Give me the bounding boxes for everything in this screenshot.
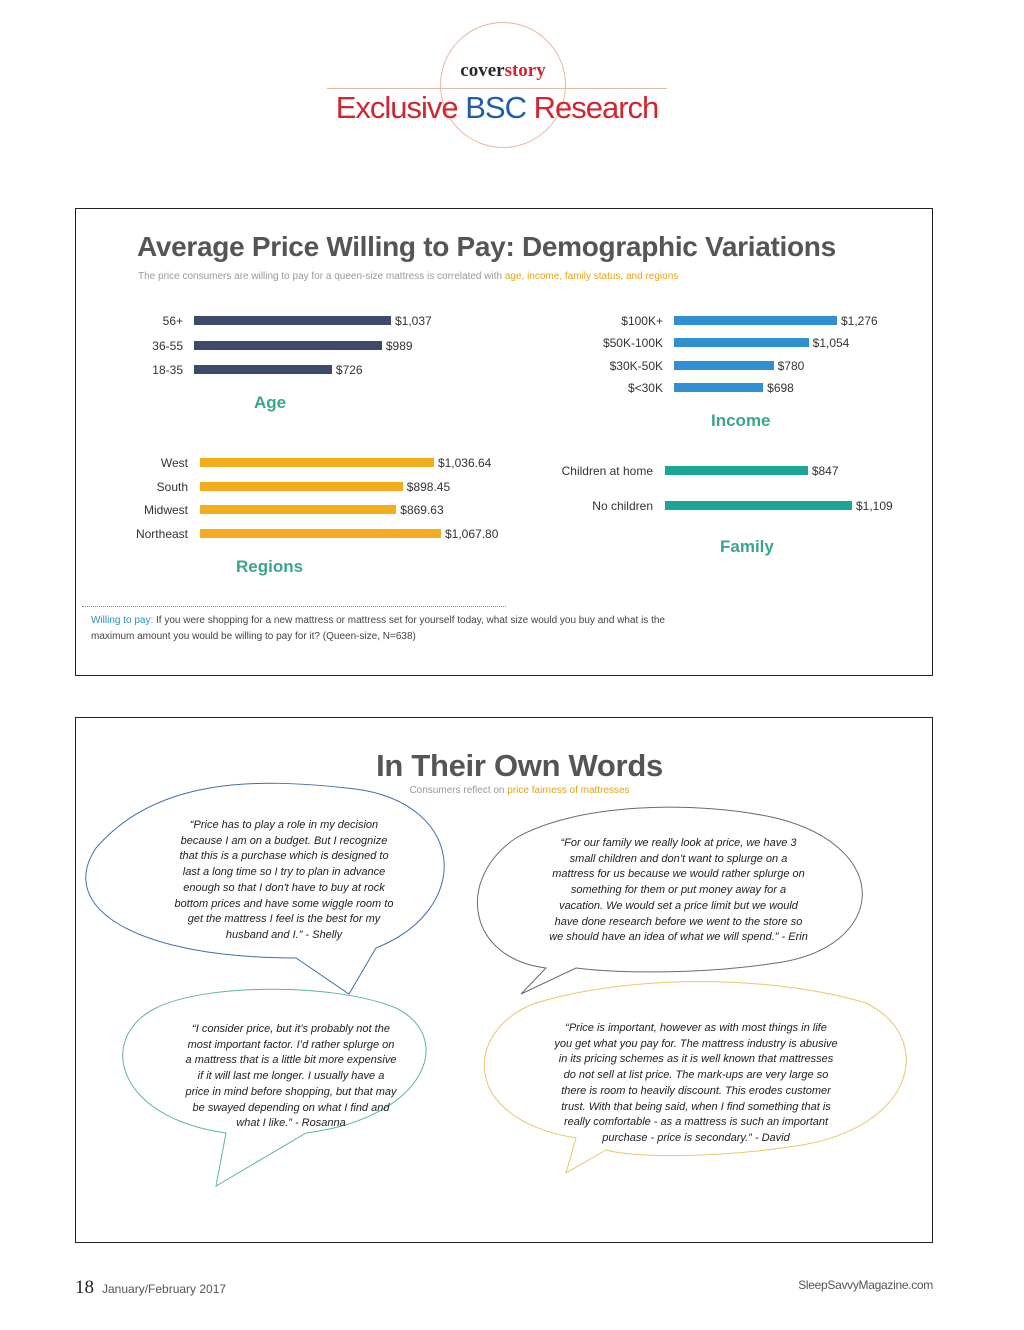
bar-label: 56+ [162,314,183,328]
bar-label: Northeast [135,527,188,542]
bar-label: $50K-100K [602,336,663,351]
quote-shelly: “Price has to play a role in my decision because I am on a budget. But I recognize that this is a purchase which is designed to last a long time so I try to plan in advance enough so that I don't have to buy at rock bottom prices and have some wiggle room to get the mattress I feel is the best for my husband and I.” - Shelly [174,819,394,941]
bar [665,501,852,510]
quote-erin: “For our family we really look at price, we have 3 small children and don’t want to splurge on a mattress for us because we would rather splurge on something for them or put money away for a vacation. We would set a price limit but we would have done research before we went to the store so we should have an idea of what we will spend.” - Erin [549,837,808,944]
issue-date: January/February 2017 [102,1282,227,1296]
bar-label: $<30K [627,380,663,395]
bar [200,458,434,467]
bar-value-label: $869.63 [400,503,444,518]
note-divider [82,606,506,607]
bar [665,466,808,475]
header-rule [327,88,667,89]
bar-value-label: $780 [777,358,805,373]
bar [674,383,763,392]
bar [674,316,837,325]
bar-value-label: $1,054 [812,336,850,351]
bar-value-label: $1,067.80 [445,527,499,542]
site-url: SleepSavvyMagazine.com [798,1278,933,1292]
chart-panel [75,208,933,676]
header-circle [440,22,566,148]
bar-value-label: $698 [767,380,794,395]
bar [194,341,382,350]
chart-group-title: Income [711,411,771,430]
bar [674,338,809,347]
section-heading: Exclusive BSC Research [335,90,659,125]
bar-value-label: $847 [811,464,839,478]
bar [200,529,441,538]
bar-value-label: $726 [335,363,363,377]
chart-group-title: Regions [236,557,304,576]
bar-label: $30K-50K [609,358,663,373]
quotes-panel-title: In Their Own Words [376,748,663,783]
bar [200,505,396,514]
survey-note: Willing to pay: If you were shopping for a new mattress or mattress set for yourself today, what size would you buy and what is the maximum amount you would be willing to pay for it? (Queen-size, N=638) [91,615,665,642]
page-number: 18 [75,1277,94,1298]
quotes-panel-subtitle: Consumers reflect on price fairness of mattresses [409,785,630,796]
speech-bubbles [76,718,931,1242]
bar [200,482,403,491]
section-label: coverstory [460,60,546,81]
bar-value-label: $1,037 [395,314,432,328]
bar-value-label: $898.45 [406,479,451,494]
bar-label: 18-35 [152,363,183,377]
chart-group-title: Age [254,393,287,412]
bar-label: Children at home [561,464,653,478]
bar-value-label: $1,109 [856,499,893,513]
chart-group-title: Family [720,537,774,556]
bar-label: No children [592,499,653,513]
bar-value-label: $989 [385,338,413,353]
chart-panel-subtitle: The price consumers are willing to pay for a queen-size mattress is correlated with age, income, family status, and regions [138,271,679,282]
quote-rosanna: “I consider price, but it’s probably not the most important factor. I’d rather splurge on a mattress that is a little bit more expensive if it will last me longer. I usually have a price in mind before shopping, but that may be swayed depending on what I find and what I like.” - Rosanna [185,1023,397,1130]
quote-david: “Price is important, however as with most things in life you get what you pay for. The mattress industry is abusive in its pricing schemes as it is well known that mattresses do not sell at list price. The mark-ups are very large so there is room to heavily discount. This erodes customer trust. With that being said, when I find something that is really comfortable - as a mattress is such an important purchase - price is secondary.” - David [554,1022,838,1144]
bar [194,365,332,374]
quotes-panel [75,717,933,1243]
bar-label: West [160,456,188,470]
bar [194,316,391,325]
bar-label: Midwest [143,503,188,518]
bar-label: South [156,479,188,494]
bar-label: $100K+ [621,314,663,328]
bar-label: 36-55 [152,338,183,353]
bar [674,361,774,370]
chart-panel-title: Average Price Willing to Pay: Demographic Variations [137,231,836,262]
bar-value-label: $1,036.64 [437,456,492,470]
bar-value-label: $1,276 [841,314,878,328]
